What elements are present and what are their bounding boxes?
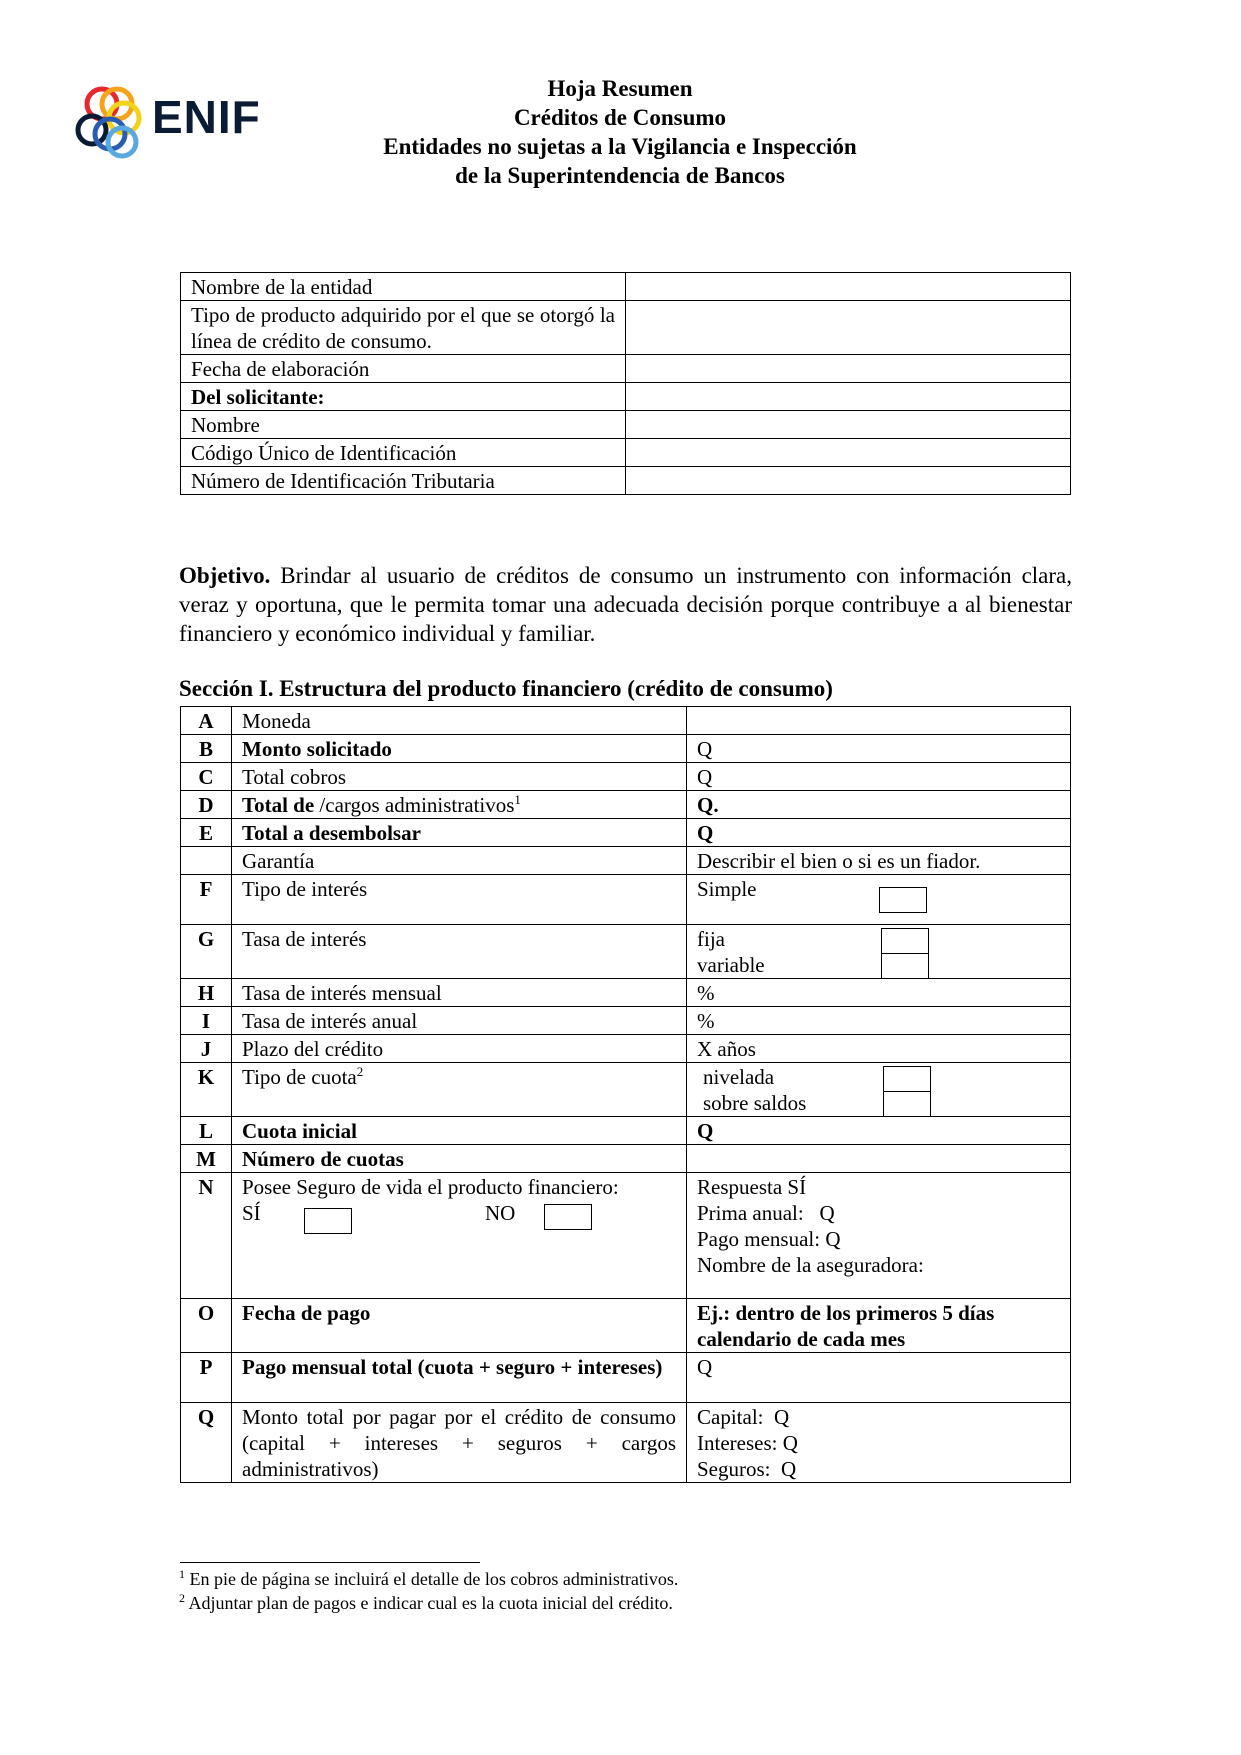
table-row xyxy=(181,1353,1071,1403)
row-value[interactable]: Q xyxy=(687,735,1071,763)
row-label: Nombre xyxy=(181,411,626,439)
row-label: Fecha de pago xyxy=(232,1299,687,1353)
simple-checkbox[interactable] xyxy=(879,887,927,913)
table-row xyxy=(181,875,1071,925)
table-row xyxy=(181,467,1071,495)
row-label-rest: /cargos administrativos xyxy=(314,793,515,817)
row-label: Cuota inicial xyxy=(232,1117,687,1145)
table-row xyxy=(181,819,1071,847)
value-line: Seguros: Q xyxy=(697,1457,797,1481)
row-value[interactable]: Q xyxy=(687,819,1071,847)
value-line: Nombre de la aseguradora: xyxy=(697,1253,924,1277)
row-label: Moneda xyxy=(232,707,687,735)
option-label: variable xyxy=(697,953,765,977)
row-letter: M xyxy=(181,1145,232,1173)
footnote xyxy=(179,1568,678,1590)
row-value-field[interactable] xyxy=(626,273,1071,301)
table-row xyxy=(181,1007,1071,1035)
row-letter: Q xyxy=(181,1403,232,1483)
si-label: SÍ xyxy=(242,1201,261,1225)
nivelada-checkbox[interactable] xyxy=(883,1066,931,1092)
row-letter: K xyxy=(181,1063,232,1117)
row-label: Número de Identificación Tributaria xyxy=(181,467,626,495)
row-label-bold: Total de xyxy=(242,793,315,817)
row-value[interactable]: Describir el bien o si es un fiador. xyxy=(687,847,1071,875)
table-row xyxy=(181,763,1071,791)
row-value[interactable]: Q. xyxy=(687,791,1071,819)
option-label: nivelada xyxy=(703,1065,775,1089)
row-letter: L xyxy=(181,1117,232,1145)
row-value-field[interactable] xyxy=(626,301,1071,355)
row-label xyxy=(232,1063,687,1117)
table-row xyxy=(181,1299,1071,1353)
row-label: Monto total por pagar por el crédito de consumo (capital + intereses + seguros + cargos administrativos) xyxy=(232,1403,687,1483)
row-letter: B xyxy=(181,735,232,763)
row-label: Monto solicitado xyxy=(232,735,687,763)
no-label: NO xyxy=(485,1201,516,1225)
objective-paragraph xyxy=(179,561,1072,648)
row-letter: I xyxy=(181,1007,232,1035)
option-label: Simple xyxy=(697,877,757,901)
table-row xyxy=(181,1173,1071,1299)
value-line: Capital: Q xyxy=(697,1405,790,1429)
entity-info-table xyxy=(180,272,1071,495)
si-checkbox[interactable] xyxy=(304,1208,352,1234)
row-value[interactable] xyxy=(687,707,1071,735)
row-letter: G xyxy=(181,925,232,979)
table-row xyxy=(181,439,1071,467)
header-title-line: Entidades no sujetas a la Vigilancia e Inspección xyxy=(383,134,857,159)
row-value-field[interactable] xyxy=(626,383,1071,411)
row-value-field[interactable] xyxy=(626,467,1071,495)
row-label: Garantía xyxy=(232,847,687,875)
enif-logo-rings-icon xyxy=(72,82,152,166)
value-line: Prima anual: Q xyxy=(697,1201,835,1225)
row-label xyxy=(232,791,687,819)
row-label: Nombre de la entidad xyxy=(181,273,626,301)
footnote-ref: 1 xyxy=(514,792,521,807)
row-letter: P xyxy=(181,1353,232,1403)
table-row xyxy=(181,301,1071,355)
row-value xyxy=(687,875,1071,925)
footnote-ref: 2 xyxy=(356,1064,364,1079)
section-title: Sección I. Estructura del producto financiero (crédito de consumo) xyxy=(179,676,833,701)
objective-text: Brindar al usuario de créditos de consumo un instrumento con información clara, veraz y oportuna, que le permita tomar una adecuada decisión porque contribuye a al bienestar financiero y económico individual y familiar. xyxy=(179,563,1072,646)
table-row xyxy=(181,1035,1071,1063)
row-label: Total cobros xyxy=(232,763,687,791)
value-line: Intereses: Q xyxy=(697,1431,798,1455)
footnote-text: En pie de página se incluirá el detalle de los cobros administrativos. xyxy=(185,1569,679,1589)
row-label: Del solicitante: xyxy=(181,383,626,411)
row-value[interactable]: Ej.: dentro de los primeros 5 días calendario de cada mes xyxy=(687,1299,1071,1353)
enif-logo xyxy=(72,82,282,166)
row-letter: J xyxy=(181,1035,232,1063)
logo-text: ENIF xyxy=(152,91,261,143)
row-value xyxy=(687,1403,1071,1483)
table-row xyxy=(181,1063,1071,1117)
value-line: Pago mensual: Q xyxy=(697,1227,841,1251)
objective-label: Objetivo. xyxy=(179,563,271,588)
row-label: Tipo de interés xyxy=(232,875,687,925)
footnote-number: 1 xyxy=(179,1567,185,1581)
document-header xyxy=(300,74,940,190)
row-label-text: Posee Seguro de vida el producto financiero: xyxy=(242,1175,619,1199)
row-letter: O xyxy=(181,1299,232,1353)
row-label-text: Tipo de cuota xyxy=(242,1065,357,1089)
option-label: fija xyxy=(697,927,725,951)
row-label: Pago mensual total (cuota + seguro + intereses) xyxy=(232,1353,687,1403)
table-row xyxy=(181,411,1071,439)
row-value-field[interactable] xyxy=(626,355,1071,383)
header-title-line: de la Superintendencia de Bancos xyxy=(455,163,785,188)
footnote xyxy=(179,1592,673,1614)
row-letter: C xyxy=(181,763,232,791)
product-structure-table xyxy=(180,706,1071,1483)
row-label: Código Único de Identificación xyxy=(181,439,626,467)
row-value-field[interactable] xyxy=(626,411,1071,439)
row-value xyxy=(687,925,1071,979)
table-row xyxy=(181,383,1071,411)
row-value[interactable]: Q xyxy=(687,763,1071,791)
row-value xyxy=(687,1173,1071,1299)
row-value[interactable]: X años xyxy=(687,1035,1071,1063)
row-letter: F xyxy=(181,875,232,925)
row-label: Total a desembolsar xyxy=(232,819,687,847)
insurance-options xyxy=(242,1200,676,1228)
row-label: Tipo de producto adquirido por el que se otorgó la línea de crédito de consumo. xyxy=(181,301,626,355)
row-label: Plazo del crédito xyxy=(232,1035,687,1063)
row-label: Fecha de elaboración xyxy=(181,355,626,383)
row-label: Número de cuotas xyxy=(232,1145,687,1173)
row-letter: H xyxy=(181,979,232,1007)
footnote-number: 2 xyxy=(179,1591,185,1605)
table-row xyxy=(181,979,1071,1007)
row-value xyxy=(687,1063,1071,1117)
row-letter: A xyxy=(181,707,232,735)
row-label: Tasa de interés xyxy=(232,925,687,979)
table-row xyxy=(181,1145,1071,1173)
value-line: Respuesta SÍ xyxy=(697,1175,807,1199)
table-row xyxy=(181,791,1071,819)
table-row xyxy=(181,355,1071,383)
variable-checkbox[interactable] xyxy=(881,953,929,979)
row-letter xyxy=(181,847,232,875)
fija-checkbox[interactable] xyxy=(881,928,929,954)
table-row xyxy=(181,273,1071,301)
table-row xyxy=(181,847,1071,875)
row-label: Tasa de interés anual xyxy=(232,1007,687,1035)
row-value[interactable]: Q xyxy=(687,1353,1071,1403)
no-checkbox[interactable] xyxy=(544,1204,592,1230)
option-label: sobre saldos xyxy=(703,1091,807,1115)
table-row xyxy=(181,735,1071,763)
row-value[interactable]: % xyxy=(687,979,1071,1007)
table-row xyxy=(181,1403,1071,1483)
header-title-line: Créditos de Consumo xyxy=(513,105,727,130)
sobre-saldos-checkbox[interactable] xyxy=(883,1091,931,1117)
table-row xyxy=(181,1117,1071,1145)
row-value[interactable]: % xyxy=(687,1007,1071,1035)
row-letter: D xyxy=(181,791,232,819)
table-row xyxy=(181,707,1071,735)
row-letter: E xyxy=(181,819,232,847)
row-value-field[interactable] xyxy=(626,439,1071,467)
row-letter: N xyxy=(181,1173,232,1299)
row-label: Tasa de interés mensual xyxy=(232,979,687,1007)
header-title-line: Hoja Resumen xyxy=(547,76,693,101)
row-value[interactable] xyxy=(687,1145,1071,1173)
row-label xyxy=(232,1173,687,1299)
footnote-text: Adjuntar plan de pagos e indicar cual es la cuota inicial del crédito. xyxy=(185,1593,673,1613)
table-row xyxy=(181,925,1071,979)
footnote-separator xyxy=(180,1562,480,1563)
row-value[interactable]: Q xyxy=(687,1117,1071,1145)
